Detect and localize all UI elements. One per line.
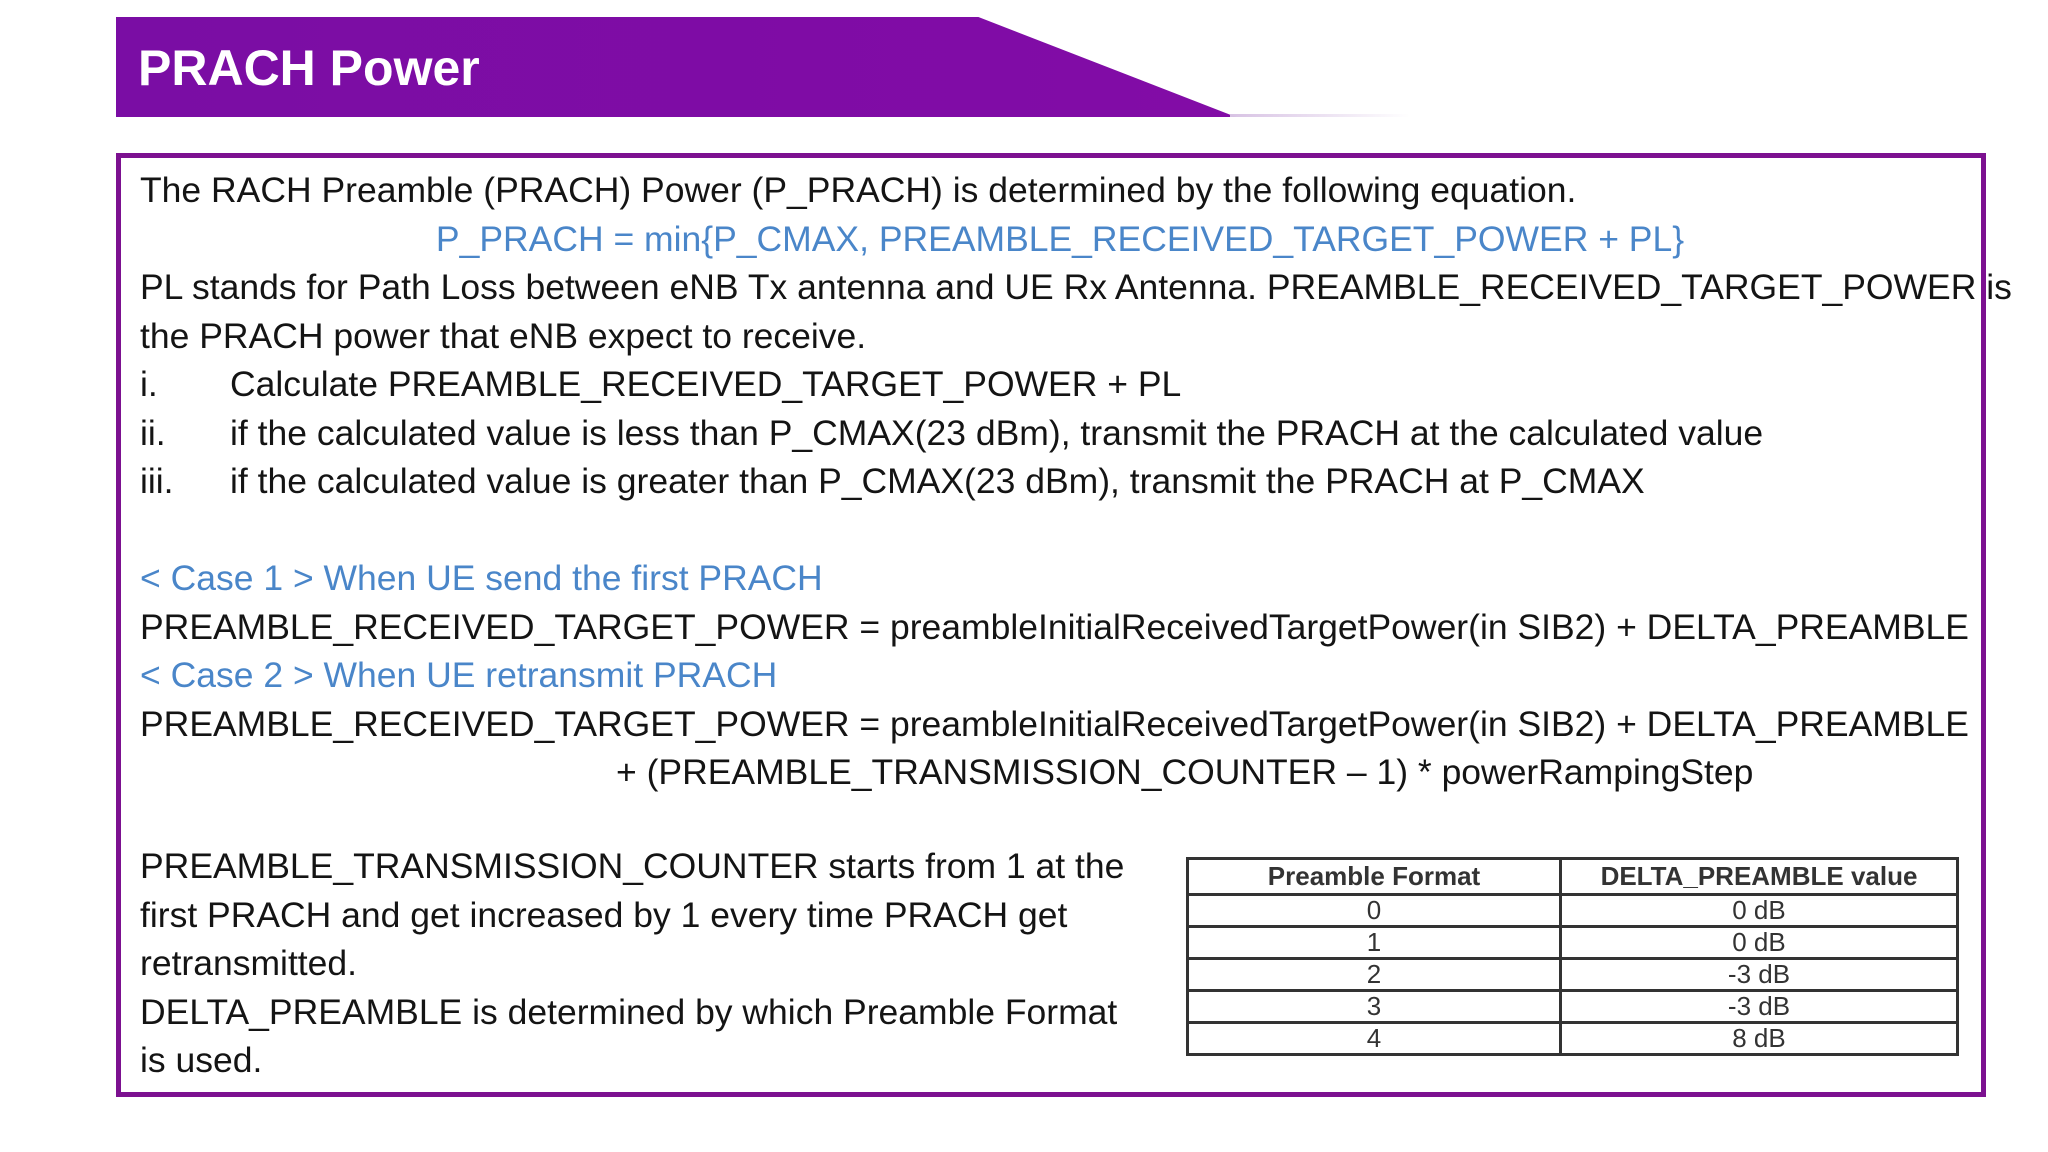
column-header-preamble-format: Preamble Format: [1188, 859, 1561, 895]
pl-description-line2: the PRACH power that eNB expect to receive.: [140, 315, 867, 356]
table-cell: -3 dB: [1561, 991, 1958, 1023]
intro-text: The RACH Preamble (PRACH) Power (P_PRACH) is determined by the following equation.: [140, 170, 1577, 210]
step-number: i.: [140, 364, 158, 404]
case1-heading: < Case 1 > When UE send the first PRACH: [140, 558, 823, 598]
content-body: [140, 166, 2012, 797]
pl-description-line1: PL stands for Path Loss between eNB Tx antenna and UE Rx Antenna. PREAMBLE_RECEIVED_TARGET_POWER is: [140, 267, 2012, 307]
note-line: PREAMBLE_TRANSMISSION_COUNTER starts from 1 at the: [140, 846, 1125, 886]
note-line: retransmitted.: [140, 943, 358, 983]
table-cell: 4: [1188, 1023, 1561, 1055]
table-cell: 0: [1188, 895, 1561, 927]
spacer: [140, 506, 1980, 555]
step-item: [140, 457, 1980, 506]
delta-preamble-table: [1186, 857, 1959, 1056]
table-header-row: [1188, 859, 1958, 895]
note-line: is used.: [140, 1040, 263, 1080]
table-cell: 0 dB: [1561, 927, 1958, 959]
title-underline: [1230, 114, 1410, 117]
note-line: first PRACH and get increased by 1 every time PRACH get: [140, 894, 1068, 935]
table-row: [1188, 895, 1958, 927]
case2-heading: < Case 2 > When UE retransmit PRACH: [140, 655, 778, 695]
table-cell: 3: [1188, 991, 1561, 1023]
table-cell: -3 dB: [1561, 959, 1958, 991]
table-cell: 2: [1188, 959, 1561, 991]
table-row: [1188, 1023, 1958, 1055]
table-row: [1188, 927, 1958, 959]
step-item: [140, 409, 1980, 458]
table-cell: 8 dB: [1561, 1023, 1958, 1055]
case2-formula-line2: + (PREAMBLE_TRANSMISSION_COUNTER – 1) * powerRampingStep: [616, 752, 1754, 792]
table-row: [1188, 959, 1958, 991]
table-cell: 1: [1188, 927, 1561, 959]
note-line: DELTA_PREAMBLE is determined by which Preamble Format: [140, 991, 1118, 1032]
step-number: ii.: [140, 412, 166, 453]
column-header-delta-preamble: DELTA_PREAMBLE value: [1561, 859, 1958, 895]
step-item: [140, 360, 1980, 409]
table-row: [1188, 991, 1958, 1023]
step-number: iii.: [140, 461, 174, 501]
equation-text: P_PRACH = min{P_CMAX, PREAMBLE_RECEIVED_TARGET_POWER + PL}: [435, 218, 1685, 259]
case1-formula: PREAMBLE_RECEIVED_TARGET_POWER = preambleInitialReceivedTargetPower(in SIB2) + DELTA_PREAMBLE: [140, 606, 1969, 647]
step-text: if the calculated value is less than P_CMAX(23 dBm), transmit the PRACH at the calculated value: [230, 412, 1764, 453]
table-cell: 0 dB: [1561, 895, 1958, 927]
step-text: if the calculated value is greater than P_CMAX(23 dBm), transmit the PRACH at P_CMAX: [230, 461, 1645, 501]
case2-formula-line1: PREAMBLE_RECEIVED_TARGET_POWER = preambleInitialReceivedTargetPower(in SIB2) + DELTA_PREAMBLE: [140, 703, 1969, 744]
slide-title: PRACH Power: [138, 40, 480, 96]
step-text: Calculate PREAMBLE_RECEIVED_TARGET_POWER + PL: [230, 364, 1182, 404]
notes-block: [140, 842, 1170, 1085]
